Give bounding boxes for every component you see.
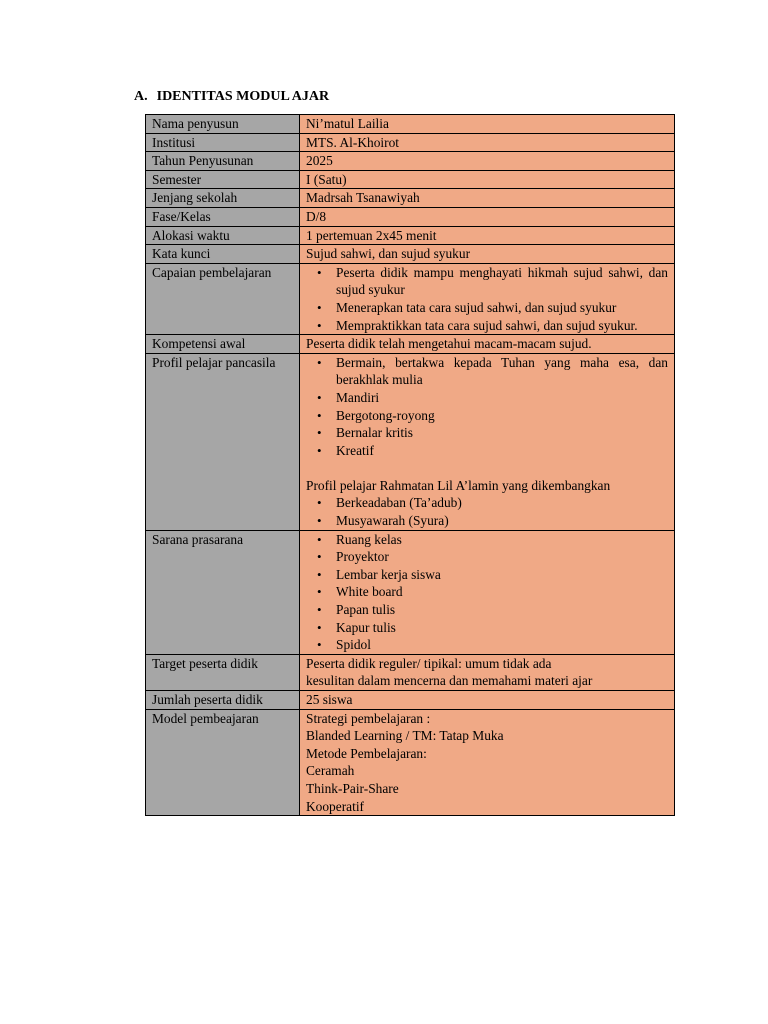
row-value-alokasi: 1 pertemuan 2x45 menit (300, 226, 675, 245)
list-item: • White board (336, 583, 668, 601)
table-row (146, 115, 675, 134)
table-row (146, 152, 675, 171)
list-item: • Ruang kelas (336, 531, 668, 549)
row-label-target: Target peserta didik (146, 654, 300, 690)
list-item: • Spidol (336, 636, 668, 654)
row-value-capaian (300, 263, 675, 334)
table-row (146, 691, 675, 710)
list-item: • Lembar kerja siswa (336, 566, 668, 584)
row-label-model: Model pembeajaran (146, 709, 300, 816)
row-label-semester: Semester (146, 170, 300, 189)
table-row (146, 189, 675, 208)
row-label-alokasi: Alokasi waktu (146, 226, 300, 245)
list-item: • Bergotong-royong (336, 407, 668, 425)
sarana-list (306, 531, 668, 654)
row-label-capaian: Capaian pembelajaran (146, 263, 300, 334)
list-item: • Kreatif (336, 442, 668, 460)
row-label-tahun: Tahun Penyusunan (146, 152, 300, 171)
profil-list (306, 354, 668, 460)
row-label-institusi: Institusi (146, 133, 300, 152)
table-row (146, 335, 675, 354)
row-label-sarana: Sarana prasarana (146, 530, 300, 654)
table-row (146, 226, 675, 245)
row-label-kompetensi: Kompetensi awal (146, 335, 300, 354)
model-line: Strategi pembelajaran : (306, 710, 431, 726)
model-line: Metode Pembelajaran: (306, 745, 427, 761)
capaian-list (306, 264, 668, 334)
table-row (146, 353, 675, 530)
list-item: • Peserta didik mampu menghayati hikmah sujud sahwi, dan sujud syukur (336, 264, 668, 299)
table-row (146, 207, 675, 226)
row-label-nama: Nama penyusun (146, 115, 300, 134)
model-line: Kooperatif (306, 798, 365, 814)
list-item: • Berkeadaban (Ta’adub) (336, 494, 668, 512)
list-item: • Mandiri (336, 389, 668, 407)
row-value-profil (300, 353, 675, 530)
table-row (146, 709, 675, 816)
row-value-institusi: MTS. Al-Khoirot (300, 133, 675, 152)
row-value-model (300, 709, 675, 816)
list-item: • Bernalar kritis (336, 424, 668, 442)
row-value-tahun: 2025 (300, 152, 675, 171)
model-line: Blanded Learning / TM: Tatap Muka (306, 728, 504, 744)
row-value-sarana (300, 530, 675, 654)
section-letter: A. (134, 89, 148, 104)
section-heading (134, 88, 329, 105)
row-label-profil: Profil pelajar pancasila (146, 353, 300, 530)
row-value-kata-kunci: Sujud sahwi, dan sujud syukur (300, 245, 675, 264)
row-label-jumlah: Jumlah peserta didik (146, 691, 300, 710)
table-row (146, 530, 675, 654)
row-value-kompetensi: Peserta didik telah mengetahui macam-macam sujud. (300, 335, 675, 354)
row-label-kata-kunci: Kata kunci (146, 245, 300, 264)
list-item: • Mempraktikkan tata cara sujud sahwi, dan sujud syukur. (336, 317, 668, 335)
list-item: • Kapur tulis (336, 619, 668, 637)
row-value-target (300, 654, 675, 690)
row-value-nama: Ni’matul Lailia (300, 115, 675, 134)
table-row (146, 263, 675, 334)
row-value-fase: D/8 (300, 207, 675, 226)
section-title: IDENTITAS MODUL AJAR (156, 89, 330, 104)
profil-subtitle: Profil pelajar Rahmatan Lil A’lamin yang dikembangkan (306, 477, 611, 493)
target-line-1: Peserta didik reguler/ tipikal: umum tidak ada (306, 655, 552, 671)
row-label-jenjang: Jenjang sekolah (146, 189, 300, 208)
table-row (146, 133, 675, 152)
row-value-semester: I (Satu) (300, 170, 675, 189)
table-row (146, 170, 675, 189)
table-row (146, 245, 675, 264)
list-item: • Proyektor (336, 548, 668, 566)
list-item: • Musyawarah (Syura) (336, 512, 668, 530)
list-item: • Papan tulis (336, 601, 668, 619)
row-value-jumlah: 25 siswa (300, 691, 675, 710)
model-line: Think-Pair-Share (306, 780, 399, 796)
target-line-2: kesulitan dalam mencerna dan memahami materi ajar (306, 673, 593, 689)
row-value-jenjang: Madrsah Tsanawiyah (300, 189, 675, 208)
table-row (146, 654, 675, 690)
identity-table (145, 114, 675, 816)
profil-sub-list (306, 494, 668, 529)
spacer (306, 459, 668, 477)
list-item: • Menerapkan tata cara sujud sahwi, dan sujud syukur (336, 299, 668, 317)
row-label-fase: Fase/Kelas (146, 207, 300, 226)
list-item: • Bermain, bertakwa kepada Tuhan yang maha esa, dan berakhlak mulia (336, 354, 668, 389)
model-line: Ceramah (306, 763, 355, 779)
